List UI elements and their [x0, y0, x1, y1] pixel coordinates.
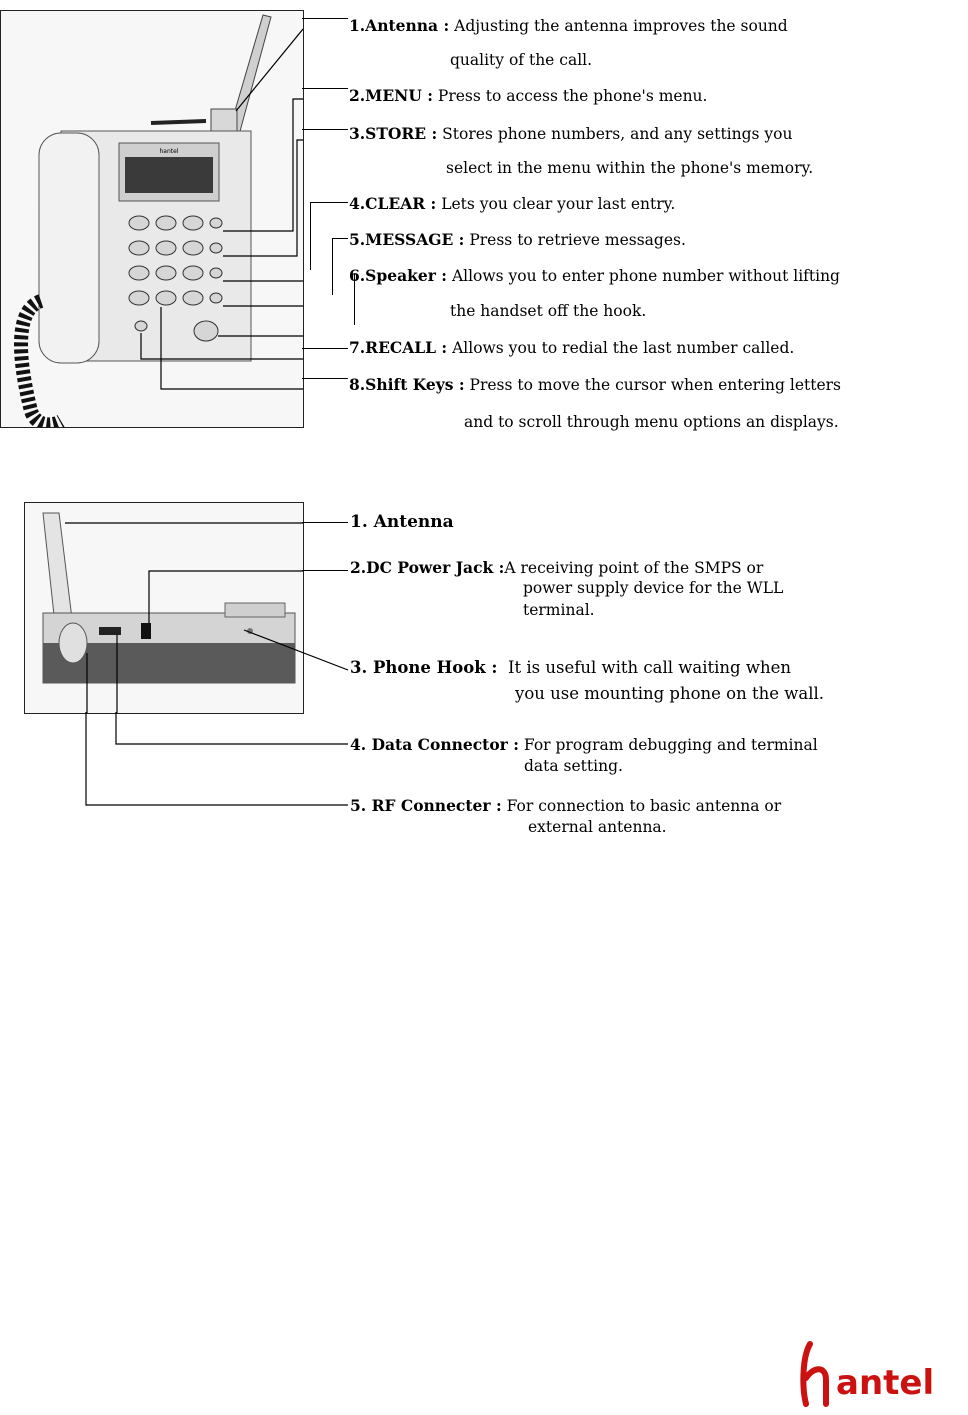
leader-shift [302, 378, 348, 379]
callout-antenna-cont: quality of the call. [450, 51, 593, 69]
callout-clear: 4.CLEAR : Lets you clear your last entry. [349, 194, 676, 213]
side-callout-dc-jack-cont: power supply device for the WLL [523, 579, 784, 597]
leader-recall [302, 348, 348, 349]
hantel-logo-mark [792, 1338, 962, 1408]
side-callout-data-connector: 4. Data Connector : For program debugging and terminal [350, 735, 818, 754]
leader-menu [302, 88, 348, 89]
callout-store-cont: select in the menu within the phone's memory. [446, 159, 814, 177]
leader-clear [310, 202, 348, 203]
callout-menu: 2.MENU : Press to access the phone's menu. [349, 86, 708, 105]
leader-side-antenna [302, 522, 348, 523]
leader-message [332, 238, 348, 239]
svg-text:antel: antel [836, 1363, 935, 1403]
phone-side-illustration [25, 503, 303, 713]
phone-side-figure [24, 502, 304, 714]
side-callout-antenna: 1. Antenna [350, 512, 454, 532]
callout-shift-keys: 8.Shift Keys : Press to move the cursor when entering letters [349, 375, 841, 394]
side-callout-rf-connector: 5. RF Connecter : For connection to basic antenna or [350, 796, 782, 815]
side-callout-phone-hook: 3. Phone Hook : It is useful with call waiting when [350, 658, 791, 677]
leader-message-v [332, 238, 333, 295]
side-callout-dc-jack: 2.DC Power Jack :A receiving point of the SMPS or [350, 558, 764, 577]
callout-store: 3.STORE : Stores phone numbers, and any settings you [349, 124, 793, 143]
phone-front-illustration [1, 11, 303, 427]
leader-dc-jack [302, 570, 348, 571]
callout-antenna: 1.Antenna : Adjusting the antenna improves the sound [349, 16, 788, 35]
callout-shift-keys-cont: and to scroll through menu options an displays. [464, 413, 839, 431]
callout-recall: 7.RECALL : Allows you to redial the last number called. [349, 338, 795, 357]
side-callout-dc-jack-cont2: terminal. [523, 601, 595, 619]
callout-message: 5.MESSAGE : Press to retrieve messages. [349, 230, 686, 249]
svg-text:hantel: hantel [159, 148, 179, 155]
callout-speaker-cont: the handset off the hook. [450, 302, 647, 320]
side-callout-data-connector-cont: data setting. [524, 757, 623, 775]
hantel-logo [792, 1338, 962, 1412]
leader-clear-v [310, 202, 311, 270]
side-callout-phone-hook-cont: you use mounting phone on the wall. [515, 684, 824, 703]
side-callout-rf-connector-cont: external antenna. [528, 818, 667, 836]
callout-speaker: 6.Speaker : Allows you to enter phone number without lifting [349, 266, 840, 285]
leader-store [302, 129, 348, 130]
leader-antenna [302, 18, 348, 19]
phone-front-figure [0, 10, 304, 428]
